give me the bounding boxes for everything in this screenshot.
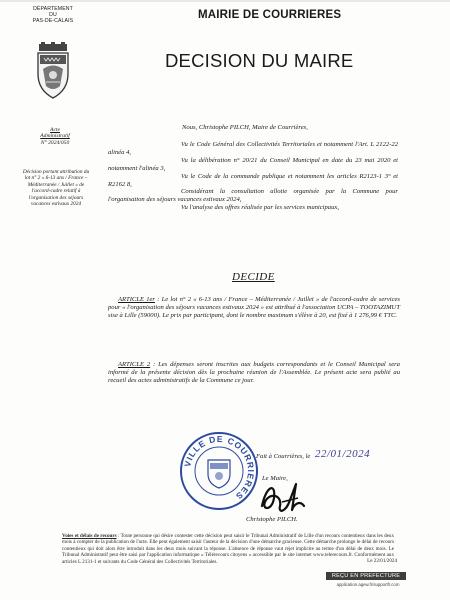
article-2 [108,361,400,385]
article-1 [108,296,400,320]
visas-block [108,141,398,212]
document-title: DECISION DU MAIRE [165,50,354,71]
decision-summary-note: Décision portant attribution du lot n° 2 « 6-13 ans / France – Méditerranée / Juillet » de l'accord-cadre relatif à l'organisation des séjours vacances estivaux 2024 [22,169,90,208]
visa-item: Vu le Code de la commande publique et notamment les articles R2123-1 3° et R2162 8, [108,172,398,188]
mairie-heading: MAIRIE DE COURRIERES [198,9,342,21]
article-2-label: ARTICLE 2 [118,361,151,368]
page-edge [0,0,450,2]
visa-item: Vu l'analyse des offres réalisée par les services municipaux, [181,204,339,212]
publication-date: Le 22/01/2024 [367,558,397,564]
article-2-text: : Les dépenses seront inscrites aux budgets correspondants et le Conseil Municipal sera informé de la présente décision dès la prochaine réunion de l'Assemblée. Le présent acte sera publié au recueil des actes administratifs de la Commune ce jour. [108,361,400,384]
acte-number: N° 2024/050 [40,139,70,146]
signer-name: Christophe PILCH. [246,516,298,523]
prefecture-received-stamp: REÇU EN PREFECTURE [326,572,406,580]
maire-title: Le Maire, [262,475,288,482]
decide-heading: DECIDE [232,271,275,283]
department-line1: DÉPARTEMENT [33,6,73,12]
signature-icon [252,476,308,518]
stamp-text: VILLE DE COURRIERES [182,433,257,502]
acte-info [25,127,85,146]
department-line3: PAS-DE-CALAIS [32,18,74,24]
acte-type: Administratif [40,133,70,140]
visa-item: Considérant la consultation allotie organisée par la Commune pour l'organisation des séjours vacances estivaux 2024, [108,188,398,204]
handwritten-date: 22/01/2024 [315,448,371,460]
acte-label: Acte [50,127,60,133]
appeal-notice-text: : Toute personne qui désire contester cette décision peut saisir le Tribunal Administratif de Lille d'un recours contentieux dans les deux mois à compter de la publication de l'acte. Elle peut également saisir l'auteur de la décision d'une démarche gracieuse. Cette démarche prolonge le délai de recours contentieux qui doit alors être introduit dans les deux mois suivant la réponse. L'absence de réponse vaut rejet implicite au terme d'un délai de deux mois. Le Tribunal Administratif peut être saisi par l'application informatique « Télérecours citoyens » accessible par le site internet www.telerecours.fr. Conformément aux articles L 2131-1 et suivants du Code Général des Collectivités Territoriales. [62,533,395,565]
prefecture-app-line: application.agew.fr/supportfr.com [336,582,400,587]
coat-of-arms-icon [34,42,72,100]
town-stamp-icon [178,430,260,512]
department-heading [30,6,76,24]
article-1-text: : Le lot n° 2 « 6-13 ans / France – Méditerranée / Juillet » de l'accord-cadre de services pour « l'organisation des séjours vacances estivaux 2024 » est attribué à l'association UCPA – TOOTAZIMUT sise à Lille (59000). Le prix par participant, dont le nombre maximum s'élève à 20, est fixé à 1 276,99 € TTC. [108,296,401,319]
visa-item: Vu le Code Général des Collectivités Territoriales et notamment l'Art. L 2122-22 alinéa 4, [108,141,398,156]
department-line2: DU [49,12,57,18]
intro-line: Nous, Christophe PILCH, Maire de Courrières, [182,124,308,131]
appeal-notice-label: Voies et délais de recours [62,533,117,539]
visa-item: Vu la délibération n° 20/21 du Conseil Municipal en date du 23 mai 2020 et notamment l'alinéa 3, [108,156,398,172]
article-1-label: ARTICLE 1er [118,296,156,303]
place-line: Fait à Courrières, le [256,453,311,460]
